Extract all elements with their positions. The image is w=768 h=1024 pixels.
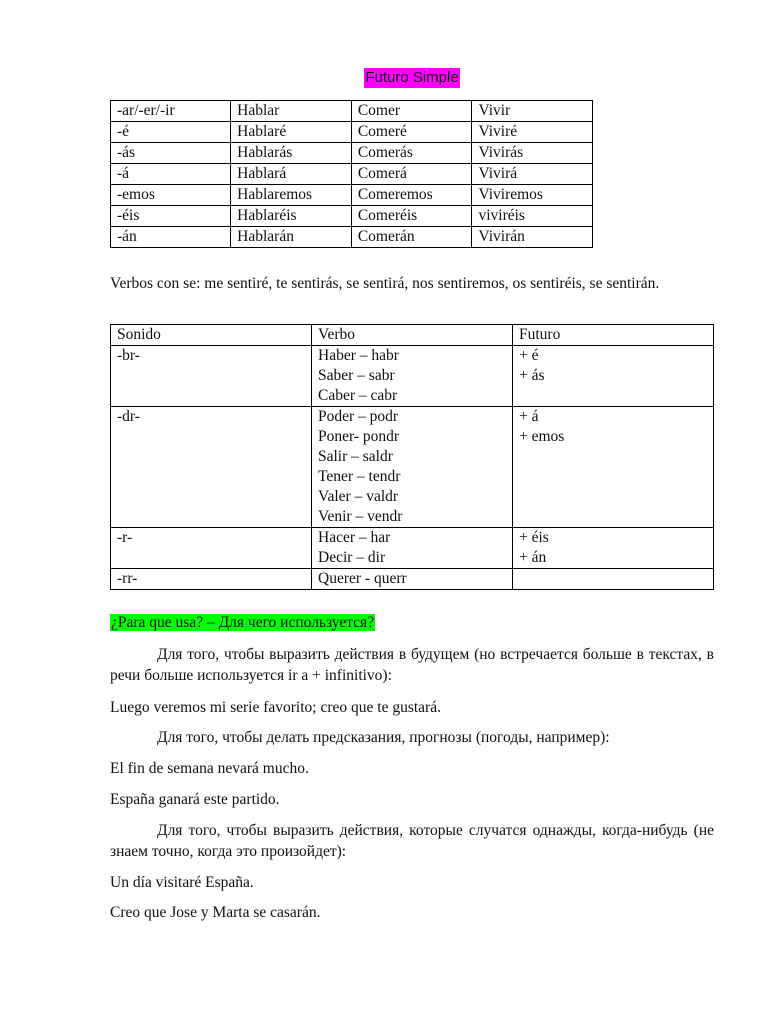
ending-cell [513,528,714,569]
ending-cell [513,346,714,407]
future-ending: + éis [519,529,549,546]
verb-stem: Hacer – har [318,529,391,546]
conjugation-cell: Hablaremos [231,185,352,206]
ending-cell [513,569,714,590]
verb-stem: Salir – saldr [318,448,393,465]
conjugation-table [110,100,593,248]
conjugation-cell: Comerán [351,227,472,248]
conjugation-cell: Comerá [351,164,472,185]
verb-stem: Querer - querr [318,570,407,587]
sound-cell: -r- [111,528,312,569]
conjugation-cell: Vivirás [472,143,593,164]
sound-cell: -br- [111,346,312,407]
verb-cell [312,528,513,569]
conjugation-row [111,164,593,185]
irregular-row [111,407,714,528]
future-ending: + án [519,549,547,566]
irregular-verbs-table [110,324,714,590]
conjugation-cell: Hablarás [231,143,352,164]
conjugation-cell: -ás [111,143,231,164]
conjugation-cell: Vivirá [472,164,593,185]
sound-cell: -dr- [111,407,312,528]
conjugation-row [111,143,593,164]
conjugation-row [111,227,593,248]
conjugation-cell: Hablaré [231,122,352,143]
conjugation-cell: -ar/-er/-ir [111,101,231,122]
future-ending: + emos [519,428,565,445]
verb-stem: Decir – dir [318,549,386,566]
conjugation-cell: Hablar [231,101,352,122]
sound-cell: -rr- [111,569,312,590]
verb-stem: Poder – podr [318,408,399,425]
conjugation-cell: -é [111,122,231,143]
usage-example-3: España ganará este partido. [110,791,280,808]
conjugation-row [111,206,593,227]
conjugation-cell: -emos [111,185,231,206]
usage-heading-container [110,613,375,633]
verb-cell [312,407,513,528]
irregular-header-cell: Futuro [513,325,714,346]
verb-cell [312,569,513,590]
conjugation-cell: Comeremos [351,185,472,206]
conjugation-cell: viviréis [472,206,593,227]
conjugation-cell: Hablaréis [231,206,352,227]
future-ending: + é [519,347,539,364]
irregular-row [111,569,714,590]
verb-stem: Haber – habr [318,347,399,364]
usage-heading: ¿Para que usa? – Для чего используется? [111,614,375,631]
future-ending: + á [519,408,539,425]
conjugation-row [111,185,593,206]
title-container [110,68,714,88]
conjugation-cell: Comeré [351,122,472,143]
usage-paragraph-predictions: Для того, чтобы делать предсказания, прогнозы (погоды, например): [157,729,610,746]
future-ending: + ás [519,367,545,384]
verb-stem: Valer – valdr [318,488,399,505]
irregular-header-cell: Sonido [111,325,312,346]
conjugation-row [111,101,593,122]
conjugation-cell: Vivirán [472,227,593,248]
conjugation-cell: Hablarán [231,227,352,248]
verb-cell [312,346,513,407]
usage-example-1: Luego veremos mi serie favorito; creo que te gustará. [110,699,441,716]
usage-example-5: Creo que Jose y Marta se casarán. [110,904,321,921]
conjugation-cell: -án [111,227,231,248]
conjugation-cell: Viviremos [472,185,593,206]
conjugation-cell: Viviré [472,122,593,143]
irregular-header-row [111,325,714,346]
verb-stem: Tener – tendr [318,468,401,485]
conjugation-cell: Hablará [231,164,352,185]
irregular-row [111,346,714,407]
conjugation-cell: Comer [351,101,472,122]
usage-paragraph-future: Для того, чтобы выразить действия в будущем (но встречается больше в текстах, в речи больше используется ir a + infinitivo): [110,646,714,684]
conjugation-cell: Vivir [472,101,593,122]
conjugation-cell: -á [111,164,231,185]
conjugation-cell: -éis [111,206,231,227]
page-title: Futuro Simple [365,69,459,86]
conjugation-cell: Comerás [351,143,472,164]
verb-stem: Venir – vendr [318,508,403,525]
verb-stem: Saber – sabr [318,367,395,384]
usage-example-2: El fin de semana nevará mucho. [110,760,309,777]
usage-paragraph-someday: Для того, чтобы выразить действия, которые случатся однажды, когда-нибудь (не знаем точно, когда это произойдет): [110,822,714,860]
conjugation-row [111,122,593,143]
verb-stem: Caber – cabr [318,387,398,404]
usage-example-4: Un día visitaré España. [110,874,254,891]
reflexive-note: Verbos con se: me sentiré, te sentirás, se sentirá, nos sentiremos, os sentiréis, se sentirán. [110,275,660,292]
ending-cell [513,407,714,528]
irregular-header-cell: Verbo [312,325,513,346]
conjugation-cell: Comeréis [351,206,472,227]
verb-stem: Poner- pondr [318,428,400,445]
irregular-row [111,528,714,569]
